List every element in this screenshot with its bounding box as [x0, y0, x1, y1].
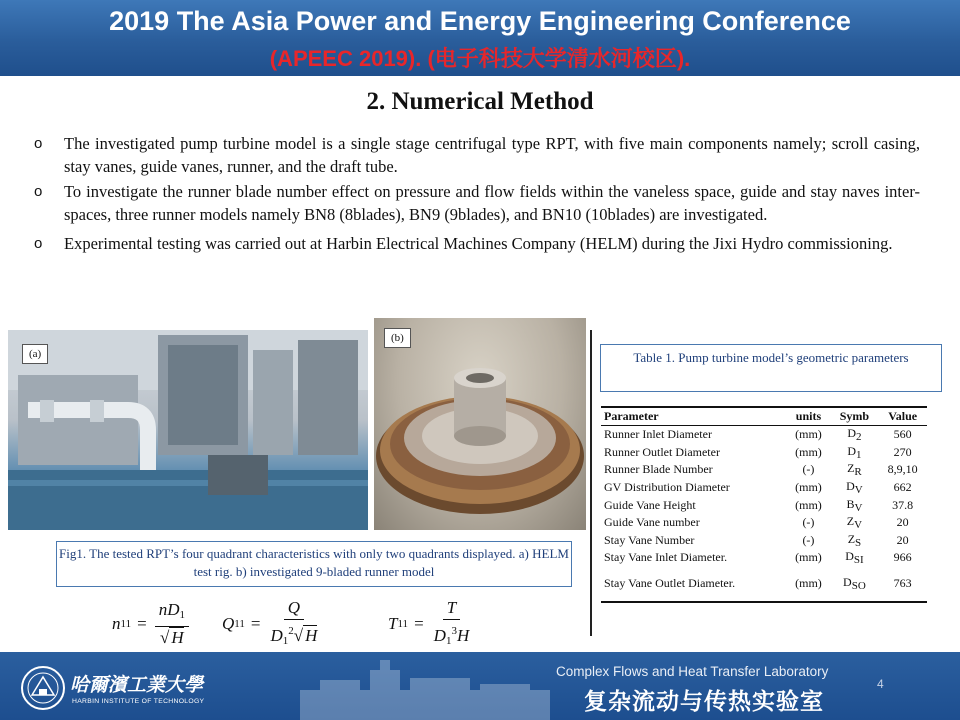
table-row	[601, 514, 927, 532]
photo-a-label: (a)	[22, 344, 48, 364]
formula-fraction: $\frac{nD_1}{√ H}$	[155, 599, 189, 649]
symbol-cell	[831, 496, 879, 514]
symbol-cell	[831, 444, 879, 462]
formula-equals: =	[414, 614, 424, 633]
speed-factor-formula	[112, 598, 189, 650]
lab-name-en: Complex Flows and Heat Transfer Laboratory	[556, 664, 829, 679]
bullet-text: To investigate the runner blade number effect on pressure and flow fields within the vaneless space, guide and stay naves inter-spaces, three runner models namely BN8 (8blades), BN9 (9blades), and BN10 (10blades) are investigated.	[64, 182, 920, 224]
units-cell: (-)	[802, 532, 815, 547]
value-cell: 966	[893, 550, 912, 565]
symbol-cell	[831, 549, 879, 567]
table-row	[601, 532, 927, 550]
symbol-subscript: SI	[853, 554, 864, 567]
value-cell: 662	[893, 480, 912, 495]
units-cell: (-)	[802, 462, 815, 477]
symbol-letter: D	[847, 426, 856, 441]
bullet-item	[32, 132, 920, 178]
table-row	[601, 496, 927, 514]
flow-factor-formula	[222, 598, 319, 650]
symbol-cell	[831, 532, 879, 550]
table-row	[601, 567, 927, 602]
symbol-letter: Z	[847, 461, 855, 476]
units-cell: (mm)	[795, 550, 822, 565]
parameter-cell: Stay Vane Outlet Diameter.	[601, 567, 786, 602]
formula-lhs: T	[388, 614, 398, 633]
symbol-cell	[831, 479, 879, 497]
formula-numerator: nD	[158, 600, 180, 619]
test-rig-illustration	[8, 330, 368, 530]
parameter-cell: GV Distribution Diameter	[604, 480, 730, 495]
parameter-cell: Runner Blade Number	[604, 462, 713, 477]
test-rig-photo	[8, 330, 368, 530]
table-header-row	[601, 407, 927, 426]
formula-denominator-sup: 3	[451, 624, 457, 637]
conference-close: ).	[676, 46, 691, 71]
section-title: 2. Numerical Method	[366, 88, 594, 115]
column-header: Value	[878, 407, 927, 426]
value-cell: 270	[893, 444, 912, 459]
units-cell: (mm)	[795, 480, 822, 495]
column-header: Parameter	[601, 407, 786, 426]
units-cell: (-)	[802, 515, 815, 530]
units-cell: (mm)	[795, 497, 822, 512]
symbol-cell	[831, 461, 879, 479]
formula-fraction	[432, 597, 472, 652]
value-cell: 763	[878, 567, 927, 602]
symbol-cell	[831, 567, 879, 602]
bullet-item	[32, 232, 920, 255]
symbol-letter: Z	[846, 514, 855, 529]
symbol-subscript: S	[855, 536, 862, 549]
bullet-item	[32, 180, 920, 226]
formula-denominator-sub: 1	[282, 634, 289, 647]
bullet-text: Experimental testing was carried out at Harbin Electrical Machines Company (HELM) during the Jixi Hydro commissioning.	[64, 234, 893, 253]
column-header: Symb	[831, 407, 879, 426]
formula-equals: =	[137, 614, 147, 633]
campus-buildings-graphic	[300, 660, 550, 720]
symbol-letter: B	[846, 496, 855, 511]
page-number: 4	[877, 677, 884, 691]
formula-denominator-sub: 1	[445, 634, 452, 647]
photo-b-label: (b)	[384, 328, 411, 348]
formula-denominator: H	[171, 628, 184, 647]
formula-equals: =	[250, 614, 261, 633]
symbol-subscript: V	[854, 519, 863, 532]
formula-denominator-sup: 2	[288, 624, 294, 637]
formula-denominator-root: H	[305, 625, 318, 645]
university-seal-icon	[20, 665, 66, 711]
symbol-subscript: V	[854, 501, 863, 514]
table-body	[601, 426, 927, 602]
formula-lhs: Q	[222, 614, 235, 633]
formula-numerator: T	[443, 597, 460, 620]
units-cell: (mm)	[795, 444, 822, 459]
formula-numerator-sub: 1	[179, 609, 185, 621]
symbol-cell	[831, 426, 879, 444]
symbol-subscript: V	[854, 484, 863, 497]
symbol-letter: D	[843, 575, 852, 590]
bullet-marker: o	[34, 135, 43, 152]
symbol-letter: D	[847, 443, 856, 458]
formula-lhs: n	[112, 614, 121, 633]
conference-subtitle	[0, 42, 960, 73]
symbol-letter: Z	[847, 531, 856, 546]
symbol-subscript: 2	[856, 431, 862, 444]
formula-denominator: D	[270, 625, 283, 645]
conference-title: 2019 The Asia Power and Energy Engineering Conference	[109, 6, 851, 36]
value-cell: 37.8	[892, 497, 914, 512]
formula-lhs-sub: 11	[120, 618, 132, 630]
column-header: units	[786, 407, 830, 426]
parameter-cell: Stay Vane Inlet Diameter.	[604, 550, 728, 565]
value-cell: 20	[896, 532, 909, 547]
conference-venue: 电子科技大学清水河校区	[434, 46, 677, 71]
symbol-subscript: SO	[851, 580, 866, 593]
vertical-divider	[590, 330, 592, 636]
table-row	[601, 549, 927, 567]
units-cell: (mm)	[786, 567, 830, 602]
parameter-cell: Runner Outlet Diameter	[604, 444, 720, 459]
formula-lhs-sub: 11	[234, 618, 245, 630]
formula-denominator: D	[433, 625, 446, 645]
parameter-table	[601, 406, 927, 603]
university-name-cn: 哈爾濱工業大學	[70, 674, 204, 696]
symbol-subscript: R	[854, 466, 862, 479]
table-row	[601, 444, 927, 462]
conference-abbrev: (APEEC 2019). (	[269, 46, 435, 71]
symbol-subscript: 1	[856, 448, 862, 461]
lab-name-cn: 复杂流动与传热实验室	[584, 689, 824, 715]
symbol-letter: D	[845, 549, 854, 564]
figure-caption: Fig1. The tested RPT’s four quadrant characteristics with only two quadrants displayed. a) HELM test rig. b) investigated 9-bladed runner model	[56, 541, 572, 587]
parameter-cell: Guide Vane number	[604, 515, 700, 530]
symbol-letter: D	[846, 479, 855, 494]
bullet-text: The investigated pump turbine model is a single stage centrifugal type RPT, with five main components namely; scroll casing, stay vanes, guide vanes, runner, and the draft tube.	[64, 134, 920, 176]
symbol-cell	[831, 514, 879, 532]
bullet-marker: o	[34, 183, 43, 200]
bullet-marker: o	[34, 235, 43, 252]
value-cell: 8,9,10	[887, 462, 918, 477]
formula-denominator-var: H	[456, 625, 470, 645]
parameter-cell: Stay Vane Number	[604, 532, 695, 547]
table-row	[601, 461, 927, 479]
parameter-cell: Runner Inlet Diameter	[604, 427, 712, 442]
formula-fraction: $\frac{Q}{D_1^2√ H}$	[270, 597, 318, 647]
runner-illustration	[374, 318, 586, 530]
university-name-en: HARBIN INSTITUTE OF TECHNOLOGY	[72, 698, 205, 705]
table-caption: Table 1. Pump turbine model’s geometric parameters	[600, 344, 942, 392]
table-row	[601, 479, 927, 497]
parameter-cell: Guide Vane Height	[604, 497, 696, 512]
formula-numerator: Q	[284, 597, 304, 620]
value-cell: 20	[896, 515, 909, 530]
units-cell: (mm)	[795, 427, 822, 442]
table-row	[601, 426, 927, 444]
torque-factor-formula	[388, 598, 471, 650]
value-cell: 560	[893, 427, 912, 442]
bullet-list	[32, 132, 920, 257]
runner-photo	[374, 318, 586, 530]
formula-lhs-sub: 11	[397, 618, 409, 630]
